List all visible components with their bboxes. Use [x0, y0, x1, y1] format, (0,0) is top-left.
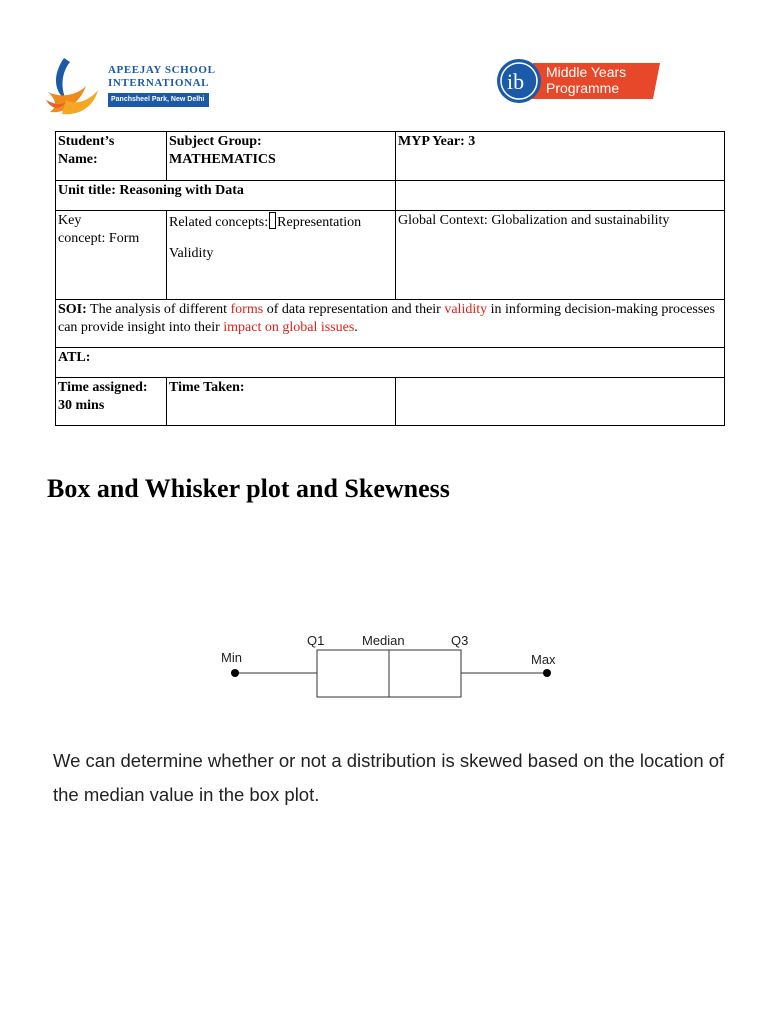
school-name-line2: INTERNATIONAL — [108, 77, 210, 89]
empty-cell — [396, 378, 725, 426]
atl-cell: ATL: — [56, 348, 725, 378]
soi-text: The analysis of different — [86, 302, 231, 317]
skewness-explanation: We can determine whether or not a distribution is skewed based on the location of the median value in the box plot. — [53, 750, 725, 805]
ib-line1: Middle Years — [546, 64, 627, 80]
median-label: Median — [362, 633, 405, 648]
school-name — [108, 64, 216, 90]
unit-title-cell: Unit title: Reasoning with Data — [56, 181, 396, 211]
soi-cell — [56, 300, 725, 348]
soi-highlight-validity: validity — [444, 302, 488, 317]
ib-programme-name — [546, 64, 626, 96]
key-concept-line1: Key — [58, 213, 82, 228]
student-name-cell — [56, 132, 167, 181]
text-cursor-box — [269, 212, 276, 229]
subject-group-label: Subject Group: — [169, 134, 262, 149]
soi-text: . — [354, 320, 358, 335]
subject-group-value: MATHEMATICS — [169, 152, 276, 167]
table-row — [56, 348, 725, 378]
table-row — [56, 378, 725, 426]
ib-line2: Programme — [546, 80, 620, 96]
time-assigned-value: 30 mins — [58, 398, 105, 413]
key-concept-line2: concept: Form — [58, 231, 140, 246]
min-label: Min — [221, 650, 242, 665]
max-label: Max — [531, 652, 556, 667]
table-row — [56, 132, 725, 181]
table-row — [56, 211, 725, 300]
table-row — [56, 300, 725, 348]
time-assigned-cell — [56, 378, 167, 426]
soi-text: of data representation and their — [263, 302, 445, 317]
q1-label: Q1 — [307, 633, 325, 648]
box-plot-diagram — [210, 625, 570, 705]
max-point — [543, 669, 551, 677]
subject-group-cell — [167, 132, 396, 181]
myp-year-cell: MYP Year: 3 — [396, 132, 725, 181]
related-concepts-label: Related concepts: — [169, 215, 269, 230]
related-concept-representation: Representation — [277, 215, 362, 230]
soi-text: in informing decision-making processes can provide insight into their — [58, 302, 715, 335]
min-point — [231, 669, 239, 677]
ib-mark: ib — [507, 69, 525, 94]
school-name-line1: APEEJAY SCHOOL — [108, 64, 216, 76]
student-label-line1: Student’s — [58, 134, 115, 149]
unit-info-table — [55, 131, 725, 426]
table-row — [56, 181, 725, 211]
empty-cell — [396, 181, 725, 211]
page-title: Box and Whisker plot and Skewness — [47, 474, 450, 503]
related-concept-validity: Validity — [169, 246, 214, 261]
time-assigned-label: Time assigned: — [58, 380, 148, 395]
soi-label: SOI: — [58, 302, 87, 317]
soi-highlight-forms: forms — [230, 302, 264, 317]
related-concepts-cell — [167, 211, 396, 300]
school-address: Panchsheel Park, New Delhi — [108, 93, 209, 107]
soi-highlight-impact: impact on global issues — [223, 320, 355, 335]
time-taken-cell: Time Taken: — [167, 378, 396, 426]
bird-wing-blue — [56, 58, 70, 100]
key-concept-cell — [56, 211, 167, 300]
global-context-cell: Global Context: Globalization and sustainability — [396, 211, 725, 300]
student-label-line2: Name: — [58, 152, 98, 167]
q3-label: Q3 — [451, 633, 469, 648]
